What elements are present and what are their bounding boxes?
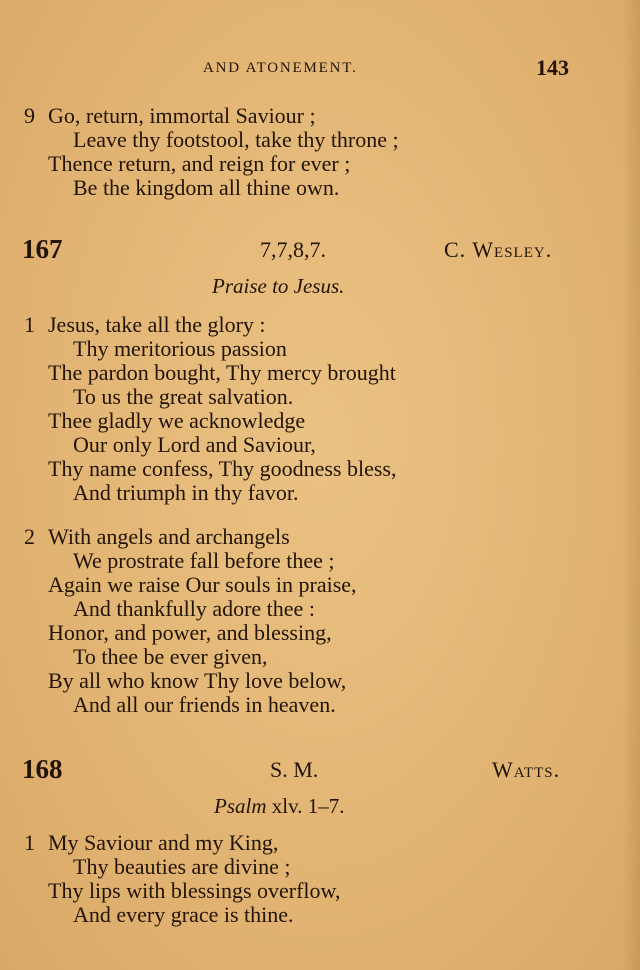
verse-line: Our only Lord and Saviour, [73, 432, 316, 457]
stanza-number: 1 [24, 312, 35, 337]
hymn-168-heading [0, 754, 640, 788]
verse-line: We prostrate fall before thee ; [73, 548, 335, 573]
verse-line: Thy meritorious passion [73, 336, 287, 361]
hymn-167-heading [0, 234, 640, 268]
page-header [0, 55, 640, 85]
hymn-meter: S. M. [270, 757, 319, 782]
verse-line: Again we raise Our souls in praise, [48, 572, 357, 597]
verse-line: Thee gladly we acknowledge [48, 408, 306, 433]
verse-line: And triumph in thy favor. [73, 480, 299, 505]
hymn-number: 168 [22, 754, 63, 784]
verse-line: My Saviour and my King, [48, 830, 279, 855]
verse-line: To us the great salvation. [73, 384, 294, 409]
verse-line: Honor, and power, and blessing, [48, 620, 332, 645]
hymn-subtitle [214, 794, 344, 819]
verse-line: Jesus, take all the glory : [48, 312, 266, 337]
verse-line: Thy name confess, Thy goodness bless, [48, 456, 397, 481]
hymn-author: Watts. [492, 757, 561, 782]
verse-line: Be the kingdom all thine own. [73, 175, 340, 200]
verse-line: Thy lips with blessings overflow, [48, 878, 341, 903]
verse-line: Thence return, and reign for ever ; [48, 151, 351, 176]
stanza-number: 2 [24, 524, 35, 549]
verse-line: And all our friends in heaven. [73, 692, 336, 717]
page-edge-shadow [622, 0, 640, 970]
stanza-number: 1 [24, 830, 35, 855]
verse-line: By all who know Thy love below, [48, 668, 347, 693]
running-title: AND ATONEMENT. [203, 60, 358, 76]
hymn-author: C. Wesley. [444, 237, 553, 262]
verse-line: And thankfully adore thee : [73, 596, 315, 621]
subtitle-italic: Psalm [214, 794, 267, 818]
subtitle-reference: xlv. 1–7. [266, 794, 345, 818]
verse-line: Leave thy footstool, take thy throne ; [73, 127, 399, 152]
page-number: 143 [536, 55, 569, 80]
hymn-subtitle: Praise to Jesus. [212, 274, 345, 298]
verse-line: And every grace is thine. [73, 902, 294, 927]
hymn-meter: 7,7,8,7. [260, 237, 326, 262]
verse-line: With angels and archangels [48, 524, 290, 549]
stanza-number: 9 [24, 103, 35, 128]
verse-line: To thee be ever given, [73, 644, 268, 669]
verse-line: Thy beauties are divine ; [73, 854, 291, 879]
verse-line: Go, return, immortal Saviour ; [48, 103, 316, 128]
verse-line: The pardon bought, Thy mercy brought [48, 360, 396, 385]
hymn-number: 167 [22, 234, 63, 264]
